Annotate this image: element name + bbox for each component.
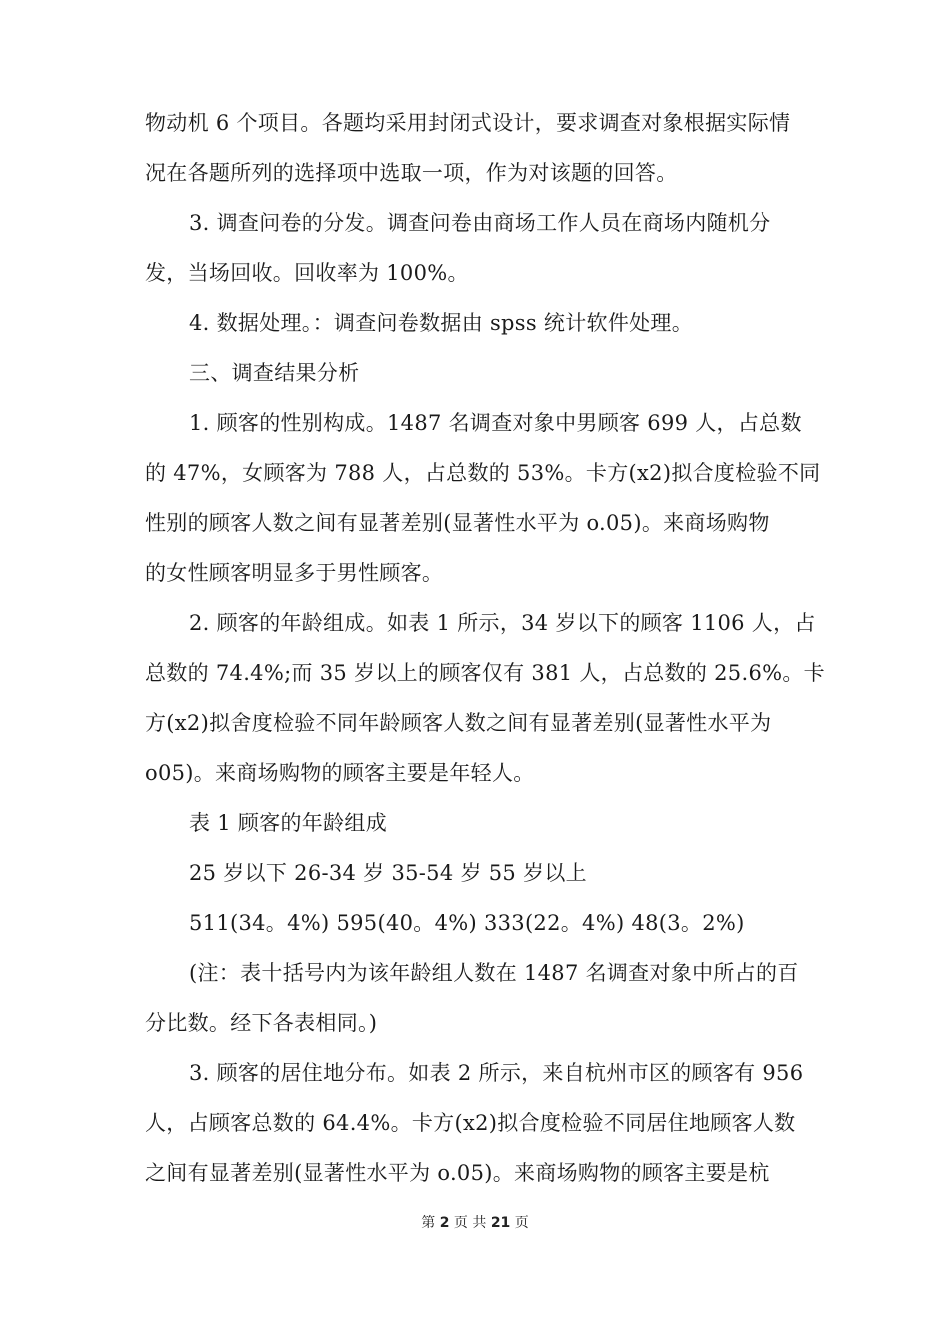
text-line: 的 47%，女顾客为 788 人，占总数的 53%。卡方(x2)拟合度检验不同 bbox=[145, 461, 821, 485]
footer-suffix: 页 bbox=[514, 1215, 529, 1231]
table-caption: 表 1 顾客的年龄组成 bbox=[189, 811, 388, 835]
text-line: 1. 顾客的性别构成。1487 名调查对象中男顾客 699 人，占总数 bbox=[189, 411, 802, 435]
table-header-row: 25 岁以下 26-34 岁 35-54 岁 55 岁以上 bbox=[189, 861, 587, 885]
footer-middle: 页 共 bbox=[453, 1215, 487, 1231]
total-pages: 21 bbox=[490, 1215, 511, 1231]
text-line: 方(x2)拟舍度检验不同年龄顾客人数之间有显著差别(显著性水平为 bbox=[145, 711, 772, 735]
text-line: o05)。来商场购物的顾客主要是年轻人。 bbox=[145, 761, 535, 785]
text-line: 3. 顾客的居住地分布。如表 2 所示，来自杭州市区的顾客有 956 bbox=[189, 1061, 804, 1085]
text-line: 物动机 6 个项目。各题均采用封闭式设计，要求调查对象根据实际情 bbox=[145, 111, 791, 135]
page-footer bbox=[0, 1212, 950, 1232]
text-line: 4. 数据处理。：调查问卷数据由 spss 统计软件处理。 bbox=[189, 311, 694, 335]
text-line: 总数的 74.4%;而 35 岁以上的顾客仅有 381 人，占总数的 25.6%。卡 bbox=[145, 661, 825, 685]
table-note: (注：表十括号内为该年龄组人数在 1487 名调查对象中所占的百 bbox=[189, 961, 799, 985]
table-note: 分比数。经下各表相同。) bbox=[145, 1011, 378, 1035]
table-value-row: 511(34。4%) 595(40。4%) 333(22。4%) 48(3。2%) bbox=[189, 911, 745, 935]
text-line: 发，当场回收。回收率为 100%。 bbox=[145, 261, 469, 285]
text-line: 3. 调查问卷的分发。调查问卷由商场工作人员在商场内随机分 bbox=[189, 211, 771, 235]
page-number: 2 bbox=[439, 1215, 450, 1231]
text-line: 况在各题所列的选择项中选取一项，作为对该题的回答。 bbox=[145, 161, 678, 185]
text-line: 的女性顾客明显多于男性顾客。 bbox=[145, 561, 444, 585]
text-line: 2. 顾客的年龄组成。如表 1 所示，34 岁以下的顾客 1106 人，占 bbox=[189, 611, 816, 635]
footer-prefix: 第 bbox=[421, 1215, 436, 1231]
section-heading: 三、调查结果分析 bbox=[189, 361, 360, 385]
text-line: 性别的顾客人数之间有显著差别(显著性水平为 o.05)。来商场购物 bbox=[145, 511, 770, 535]
text-line: 之间有显著差别(显著性水平为 o.05)。来商场购物的顾客主要是杭 bbox=[145, 1161, 770, 1185]
text-line: 人，占顾客总数的 64.4%。卡方(x2)拟合度检验不同居住地顾客人数 bbox=[145, 1111, 796, 1135]
